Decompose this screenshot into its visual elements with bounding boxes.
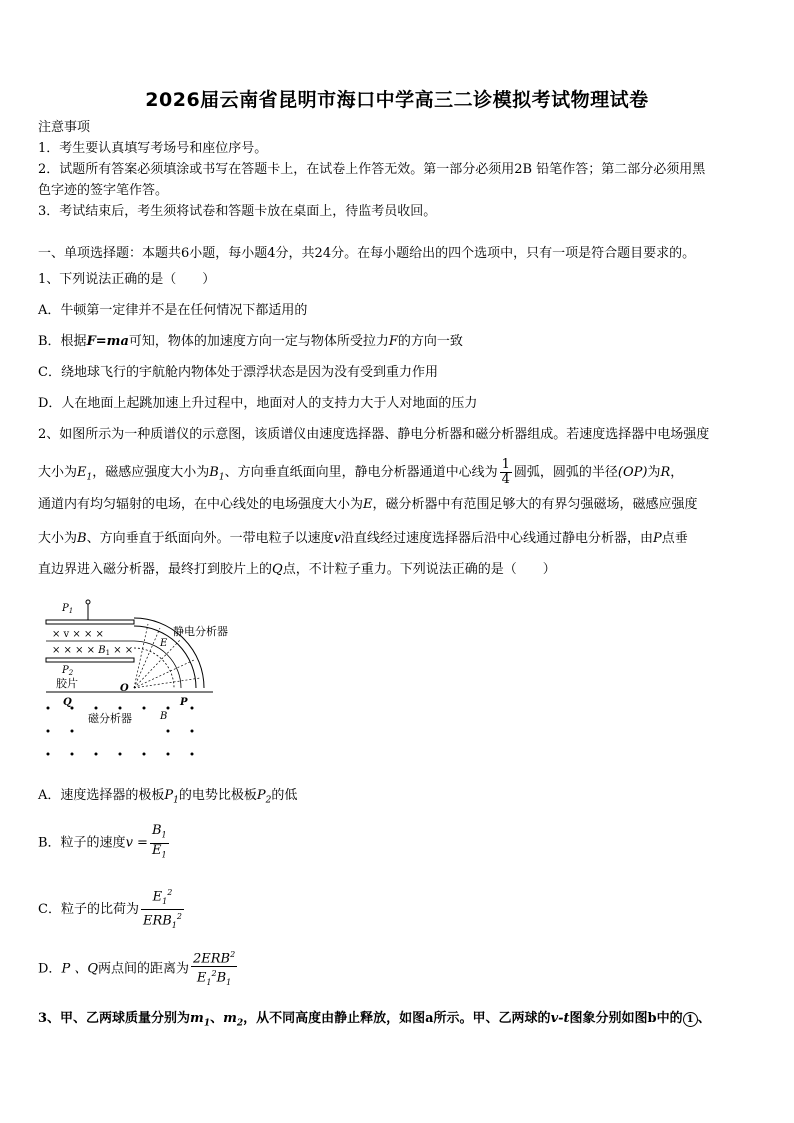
question-1-stem: 1、下列说法正确的是（ ） — [38, 272, 216, 287]
mass-spectrometer-figure — [38, 598, 248, 763]
plate-p2 — [46, 658, 134, 662]
label-b: B — [160, 711, 168, 722]
question-2-line — [38, 560, 760, 580]
notice-item: 3．考试结束后，考生须将试卷和答题卡放在桌面上，待监考员收回。 — [38, 204, 437, 219]
symbol-text: B — [216, 970, 227, 986]
fraction-quarter — [500, 458, 512, 487]
label-electrostatic-analyzer: 静电分析器 — [173, 625, 228, 638]
circled-number-1: 1 — [683, 1012, 698, 1027]
symbol-m2: $m_2$ — [223, 1011, 244, 1029]
text: 、 — [697, 1011, 711, 1026]
symbol-text: E — [77, 465, 87, 480]
terminal — [86, 600, 90, 604]
symbol-b: B — [77, 531, 87, 546]
text: ， — [670, 465, 684, 480]
symbol-text: E — [151, 842, 162, 858]
text: 、 — [210, 1011, 224, 1026]
symbol-v: v = — [125, 835, 148, 851]
text: 两点间的距离为 — [97, 961, 189, 977]
notice-item: 2．试题所有答案必须填涂或书写在答题卡上，在试卷上作答无效。第一部分必须用2B 铅笔作答；第二部分必须用黑 — [38, 162, 706, 177]
symbol-op: (OP) — [617, 465, 648, 480]
text: ，磁感应强度大小为 — [92, 465, 210, 480]
text: 圆弧，圆弧的半径 — [513, 465, 618, 480]
label-p2: $P_2$ — [62, 665, 74, 677]
symbol-r: R — [660, 465, 671, 480]
text: 的电势比极板 — [178, 788, 257, 803]
symbol-text: m — [190, 1011, 204, 1026]
q1-option-b-text: 的方向一致 — [397, 334, 463, 349]
fraction-distance — [191, 948, 237, 990]
text: ，磁分析器中有范围足够大的有界匀强磁场，磁感应强度 — [372, 497, 698, 512]
field-row-2: × × × × $B_1$ × × — [52, 645, 134, 657]
question-2-line — [38, 529, 760, 549]
symbol-e: E — [363, 497, 373, 512]
symbol-text: 2ERB — [193, 951, 231, 967]
fraction-denominator: $E_1$ — [151, 842, 167, 860]
label-magnetic-analyzer: 磁分析器 — [88, 712, 132, 725]
q1-option-b-text: 可知，物体的加速度方向一定与物体所受拉力 — [128, 334, 389, 349]
fraction-numerator: 2ERB$^2$ — [193, 950, 236, 967]
label-o: O — [120, 683, 129, 694]
fraction-denominator: 4 — [501, 472, 510, 487]
q1-option-b-text: B．根据 — [38, 334, 87, 349]
page-title: 2026届云南省昆明市海口中学高三二诊模拟考试物理试卷 — [145, 89, 649, 111]
text: 点，不计粒子重力。下列说法正确的是（ ） — [282, 562, 556, 577]
label-p: P — [180, 697, 188, 708]
section-heading: 一、单项选择题：本题共6小题，每小题4分，共24分。在每小题给出的四个选项中，只有一项是符合题目要求的。 — [38, 246, 696, 261]
text: 大小为 — [38, 531, 78, 546]
question-2-line: 2、如图所示为一种质谱仪的示意图，该质谱仪由速度选择器、静电分析器和磁分析器组成。若速度选择器中电场强度 — [38, 427, 710, 442]
label-p1: $P_1$ — [62, 603, 74, 615]
notice-item: 1．考生要认真填写考场号和座位序号。 — [38, 141, 268, 156]
fraction-denominator: $ERB_1^2$ — [142, 911, 182, 930]
text: 、方向垂直纸面向里，静电分析器通道中心线为 — [224, 465, 498, 480]
notice-item: 色字迹的签字笔作答。 — [38, 183, 169, 198]
symbol-text: P — [256, 788, 266, 803]
symbol-text: ERB — [142, 913, 172, 929]
symbol-text: B — [209, 465, 219, 480]
q2-option-d — [38, 948, 239, 990]
symbol-text: P — [164, 788, 174, 803]
q2-option-c — [38, 886, 186, 933]
q1-option-b — [38, 332, 760, 352]
symbol-text: E — [196, 970, 207, 986]
fraction-b1-e1 — [150, 824, 169, 862]
text: 大小为 — [38, 465, 78, 480]
symbol-e1: $E_1$ — [77, 465, 93, 483]
symbol-text: B — [151, 823, 162, 838]
text: 直边界进入磁分析器，最终打到胶片上的 — [38, 562, 273, 577]
formula-fma: F=ma — [86, 334, 129, 349]
fraction-denominator: $E_1^2B_1$ — [196, 969, 232, 988]
symbol-q: Q — [272, 562, 283, 577]
question-2-line — [38, 495, 760, 515]
text: 3、甲、乙两球质量分别为 — [38, 1011, 191, 1026]
q2-option-b — [38, 824, 171, 862]
fraction-numerator: 1 — [501, 457, 510, 472]
text: 为 — [647, 465, 661, 480]
symbol-b1: $B_1$ — [209, 465, 225, 483]
text: D． — [38, 961, 62, 977]
symbol-p2: $P_2$ — [256, 788, 272, 806]
symbol-m1: $m_1$ — [190, 1011, 211, 1029]
label-film: 胶片 — [56, 677, 78, 690]
text: 图象分别如图b中的 — [569, 1011, 683, 1026]
label-e: E — [160, 638, 168, 649]
text: 点垂 — [661, 531, 688, 546]
text: 、方向垂直于纸面向外。一带电粒子以速度 — [86, 531, 334, 546]
symbol-text: E — [152, 889, 163, 905]
question-2-line — [38, 458, 760, 488]
fraction-numerator: $E_1^2$ — [141, 886, 184, 910]
notice-heading: 注意事项 — [38, 120, 91, 135]
field-row-1: × v × × × — [52, 629, 104, 640]
plate-p1 — [46, 620, 134, 624]
text: B．粒子的速度 — [38, 835, 126, 851]
fraction-numerator: $B_1$ — [150, 824, 169, 844]
symbol-v: v — [333, 531, 341, 546]
fraction-charge-ratio — [141, 886, 184, 933]
symbol-f: F — [388, 334, 398, 349]
text: ，从不同高度由静止释放，如图a所示。甲、乙两球的 — [243, 1011, 551, 1026]
symbol-p1: $P_1$ — [164, 788, 179, 806]
text: 沿直线经过速度选择器后沿中心线通过静电分析器，由 — [340, 531, 653, 546]
label-q: Q — [63, 697, 72, 708]
symbol-text: m — [223, 1011, 237, 1026]
symbol-pq: P 、Q — [61, 961, 98, 977]
symbol-p: P — [652, 531, 662, 546]
text: 通道内有均匀辐射的电场，在中心线处的电场强度大小为 — [38, 497, 364, 512]
q1-option-c: C．绕地球飞行的宇航舱内物体处于漂浮状态是因为没有受到重力作用 — [38, 365, 438, 380]
text: C．粒子的比荷为 — [38, 901, 139, 917]
question-3-line — [38, 1009, 760, 1034]
text: 的低 — [271, 788, 298, 803]
text: A．速度选择器的极板 — [38, 788, 165, 803]
q2-option-a — [38, 784, 297, 806]
q1-option-d: D．人在地面上起跳加速上升过程中，地面对人的支持力大于人对地面的压力 — [38, 396, 478, 411]
symbol-vt: v-t — [550, 1011, 570, 1026]
q1-option-a: A．牛顿第一定律并不是在任何情况下都适用的 — [38, 303, 308, 318]
